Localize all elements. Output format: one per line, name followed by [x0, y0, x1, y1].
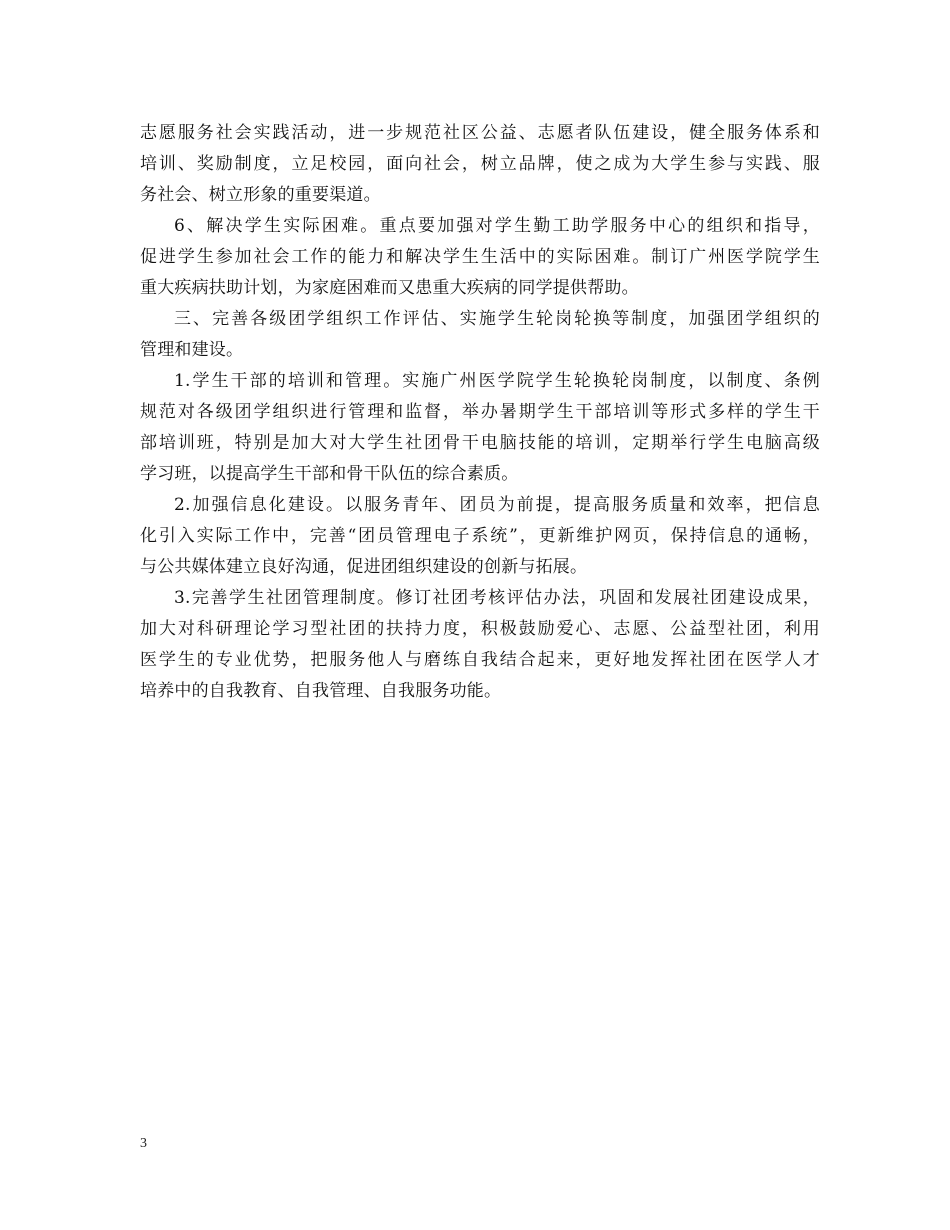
text-line: 与公共媒体建立良好沟通，促进团组织建设的创新与拓展。: [140, 557, 588, 577]
text-line: 部培训班，特别是加大对大学生社团骨干电脑技能的培训，定期举行学生电脑高级: [140, 433, 820, 453]
text-line: 2.加强信息化建设。以服务青年、团员为前提，提高服务质量和效率，把信息: [174, 495, 820, 515]
text-line: 6、解决学生实际困难。重点要加强对学生勤工助学服务中心的组织和指导，: [174, 216, 820, 236]
text-line: 三、完善各级团学组织工作评估、实施学生轮岗轮换等制度，加强团学组织的: [174, 309, 820, 329]
text-line: 志愿服务社会实践活动，进一步规范社区公益、志愿者队伍建设，健全服务体系和: [140, 123, 820, 143]
page-number: 3: [140, 1136, 147, 1151]
text-line: 促进学生参加社会工作的能力和解决学生生活中的实际困难。制订广州医学院学生: [140, 247, 820, 267]
text-line: 加大对科研理论学习型社团的扶持力度，积极鼓励爱心、志愿、公益型社团，利用: [140, 619, 820, 639]
text-line: 重大疾病扶助计划，为家庭困难而又患重大疾病的同学提供帮助。: [140, 278, 639, 298]
text-line: 培训、奖励制度，立足校园，面向社会，树立品牌，使之成为大学生参与实践、服: [140, 154, 820, 174]
body-text: [140, 118, 820, 707]
text-line: 务社会、树立形象的重要渠道。: [140, 185, 381, 205]
text-line: 学习班，以提高学生干部和骨干队伍的综合素质。: [140, 464, 519, 484]
text-line: 3.完善学生社团管理制度。修订社团考核评估办法，巩固和发展社团建设成果，: [174, 588, 820, 608]
text-line: 管理和建设。: [140, 340, 244, 360]
text-line: 规范对各级团学组织进行管理和监督，举办暑期学生干部培训等形式多样的学生干: [140, 402, 820, 422]
text-line: 化引入实际工作中，完善“团员管理电子系统”，更新维护网页，保持信息的通畅，: [140, 526, 820, 546]
text-line: 医学生的专业优势，把服务他人与磨练自我结合起来，更好地发挥社团在医学人才: [140, 650, 820, 670]
text-line: 培养中的自我教育、自我管理、自我服务功能。: [140, 681, 502, 701]
text-line: 1.学生干部的培训和管理。实施广州医学院学生轮换轮岗制度，以制度、条例: [174, 371, 820, 391]
